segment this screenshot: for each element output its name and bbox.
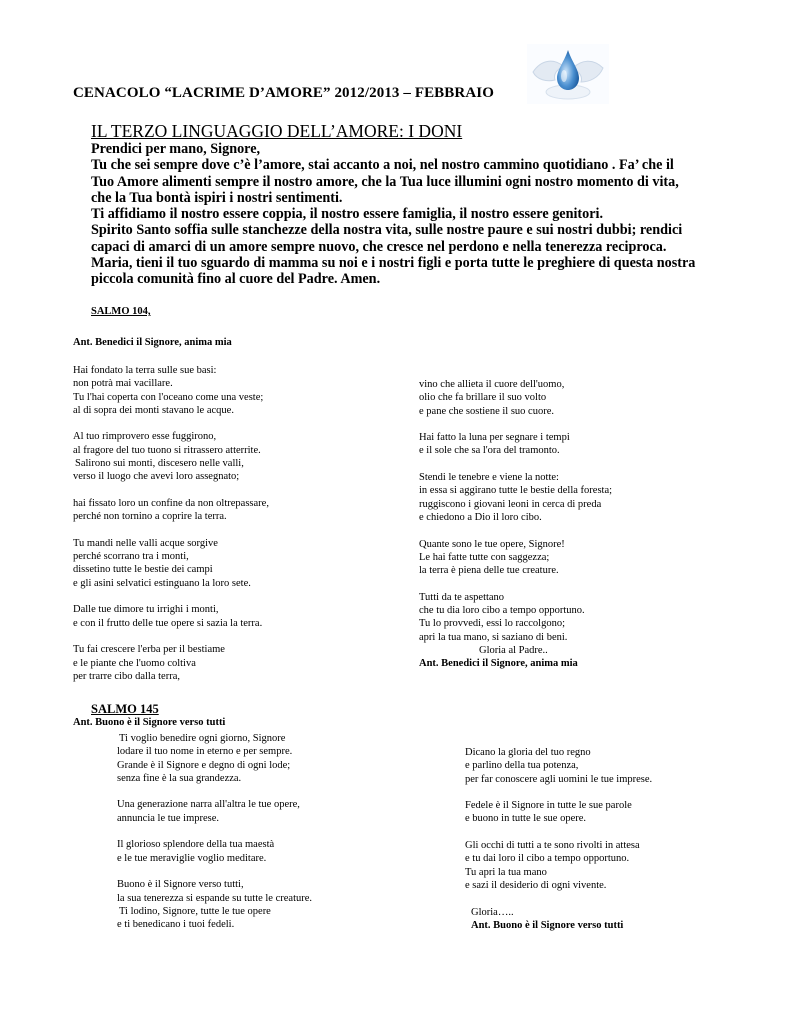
psalm-104-antiphon: Ant. Benedici il Signore, anima mia — [73, 337, 232, 348]
verse-line: Hai fondato la terra sulle sue basi: — [73, 365, 217, 376]
verse-line: al fragore del tuo tuono si ritrassero atterrite. — [73, 444, 261, 456]
verse-line — [419, 577, 612, 590]
prayer-line: Tu che sei sempre dove c’è l’amore, stai accanto a noi, nel nostro cammino quotidiano . Fa’ che il — [91, 157, 674, 174]
verse-line: Quante sono le tue opere, Signore! — [419, 538, 565, 550]
verse-line: Tu fai crescere l'erba per il bestiame — [73, 644, 225, 656]
verse-line: Una generazione narra all'altra le tue opere, — [117, 799, 300, 811]
verse-line: Al tuo rimprovero esse fuggirono, — [73, 431, 217, 443]
verse-line: e sazi il desiderio di ogni vivente. — [465, 879, 607, 891]
verse-line: che tu dia loro cibo a tempo opportuno. — [419, 605, 585, 617]
verse-line: e gli asini selvatici estinguano la loro sete. — [73, 577, 251, 589]
verse-line — [419, 418, 612, 431]
verse-line: e parlino della tua potenza, — [465, 760, 579, 772]
psalm-104-title: SALMO 104, — [91, 306, 151, 317]
verse-line: e le piante che l'uomo coltiva — [73, 657, 196, 669]
verse-line: la sua tenerezza si espande su tutte le creature. — [117, 892, 313, 904]
prayer-line: Ti affidiamo il nostro essere coppia, il nostro essere famiglia, il nostro essere genitori. — [91, 206, 604, 223]
verse-line: olio che fa brillare il suo volto — [419, 392, 547, 404]
verse-line: annuncia le tue imprese. — [117, 812, 220, 824]
verse-line: la terra è piena delle tue creature. — [419, 565, 559, 577]
verse-line: Tutti da te aspettano — [419, 591, 505, 603]
verse-line: Le hai fatte tutte con saggezza; — [419, 551, 550, 563]
verse-line: e buono in tutte le sue opere. — [465, 813, 587, 825]
prayer-line: Prendici per mano, Signore, — [91, 141, 261, 157]
verse-line: e chiedono a Dio il loro cibo. — [419, 511, 542, 523]
document-header: CENACOLO “LACRIME D’AMORE” 2012/2013 – FEBBRAIO — [73, 85, 494, 101]
psalm-104-left-column — [73, 364, 269, 683]
verse-line: e le tue meraviglie voglio meditare. — [117, 852, 267, 864]
verse-line — [117, 825, 312, 838]
psalm-145-antiphon: Ant. Buono è il Signore verso tutti — [73, 717, 226, 728]
verse-line: e pane che sostiene il suo cuore. — [419, 405, 554, 417]
verse-line: Tu lo provvedi, essi lo raccolgono; — [419, 618, 566, 630]
verse-line: e ti benedicano i tuoi fedeli. — [117, 919, 235, 931]
verse-line: per far conoscere agli uomini le tue imprese. — [465, 773, 653, 785]
prayer-line: Tuo Amore alimenti sempre il nostro amore, che la Tua luce illumini ogni nostro momento di vita, — [91, 173, 679, 190]
psalm-145-right-column — [465, 746, 652, 932]
verse-line: Ti lodino, Signore, tutte le tue opere — [119, 905, 271, 917]
verse-line: Tu mandi nelle valli acque sorgive — [73, 537, 218, 549]
verse-line: Grande è il Signore e degno di ogni lode; — [117, 759, 291, 771]
verse-line — [73, 630, 269, 643]
verse-line: lodare il tuo nome in eterno e per sempre. — [117, 746, 293, 758]
verse-line: non potrà mai vacillare. — [73, 378, 173, 390]
section-title: IL TERZO LINGUAGGIO DELL’AMORE: I DONI — [91, 121, 463, 141]
psalm-145-left-column — [117, 732, 312, 931]
prayer-line: che la Tua bontà ispiri i nostri sentimenti. — [91, 189, 343, 206]
verse-line: perché non tornino a coprire la terra. — [73, 511, 227, 523]
verse-line: Tu l'hai coperta con l'oceano come una veste; — [73, 391, 264, 403]
closing-antiphon: Ant. Buono è il Signore verso tutti — [471, 919, 624, 931]
verse-line: per trarre cibo dalla terra, — [73, 670, 180, 682]
verse-line: perché scorrano tra i monti, — [73, 551, 189, 563]
verse-line — [73, 524, 269, 537]
closing-antiphon: Ant. Benedici il Signore, anima mia — [419, 658, 578, 670]
verse-line: Hai fatto la luna per segnare i tempi — [419, 432, 570, 444]
verse-line: e tu dai loro il cibo a tempo opportuno. — [465, 853, 630, 865]
prayer-line: capaci di amarci di un amore sempre nuovo, che cresce nel perdono e nella tenerezza reciproca. — [91, 238, 667, 255]
prayer-line: piccola comunità fino al cuore del Padre. Amen. — [91, 271, 381, 288]
verse-line: e con il frutto delle tue opere si sazia la terra. — [73, 617, 263, 629]
prayer-line: Spirito Santo soffia sulle stanchezze della nostra vita, sulle nostre paure e sui nostri dubbi; rendici — [91, 222, 683, 239]
verse-line — [117, 865, 312, 878]
gloria-line: Gloria….. — [471, 906, 514, 918]
verse-line — [73, 417, 269, 430]
verse-line: Salirono sui monti, discesero nelle valli, — [75, 458, 244, 470]
water-drop-dove-logo — [527, 44, 609, 104]
verse-line: apri la tua mano, si saziano di beni. — [419, 631, 568, 643]
verse-line: Tu apri la tua mano — [465, 866, 547, 878]
verse-line: Dalle tue dimore tu irrighi i monti, — [73, 604, 219, 616]
verse-line: Fedele è il Signore in tutte le sue parole — [465, 800, 632, 812]
verse-line: senza fine è la sua grandezza. — [117, 772, 242, 784]
verse-line: Gli occhi di tutti a te sono rivolti in attesa — [465, 840, 640, 852]
verse-line — [419, 458, 612, 471]
verse-line: Stendi le tenebre e viene la notte: — [419, 472, 559, 484]
verse-line — [117, 785, 312, 798]
opening-prayer — [91, 141, 695, 288]
psalm-104-right-column — [419, 378, 612, 671]
verse-line: Il glorioso splendore della tua maestà — [117, 839, 275, 851]
psalm-145-title: SALMO 145 — [91, 702, 159, 716]
verse-line — [419, 524, 612, 537]
verse-line: dissetino tutte le bestie dei campi — [73, 564, 213, 576]
verse-line — [465, 826, 652, 839]
verse-line: hai fissato loro un confine da non oltrepassare, — [73, 497, 269, 509]
verse-line — [73, 484, 269, 497]
verse-line: Ti voglio benedire ogni giorno, Signore — [119, 733, 286, 744]
verse-line: Buono è il Signore verso tutti, — [117, 879, 244, 891]
verse-line: Dicano la gloria del tuo regno — [465, 747, 591, 758]
verse-line: ruggiscono i giovani leoni in cerca di preda — [419, 498, 602, 510]
gloria-line: Gloria al Padre.. — [479, 644, 548, 656]
verse-line — [73, 590, 269, 603]
verse-line: vino che allieta il cuore dell'uomo, — [419, 379, 565, 390]
verse-line: al di sopra dei monti stavano le acque. — [73, 404, 234, 416]
verse-line: in essa si aggirano tutte le bestie della foresta; — [419, 485, 613, 497]
verse-line — [465, 892, 652, 905]
prayer-line: Maria, tieni il tuo sguardo di mamma su noi e i nostri figli e porta tutte le preghiere di questa nostra — [91, 255, 696, 272]
verse-line — [465, 786, 652, 799]
verse-line: verso il luogo che avevi loro assegnato; — [73, 471, 240, 483]
verse-line: e il sole che sa l'ora del tramonto. — [419, 445, 560, 457]
